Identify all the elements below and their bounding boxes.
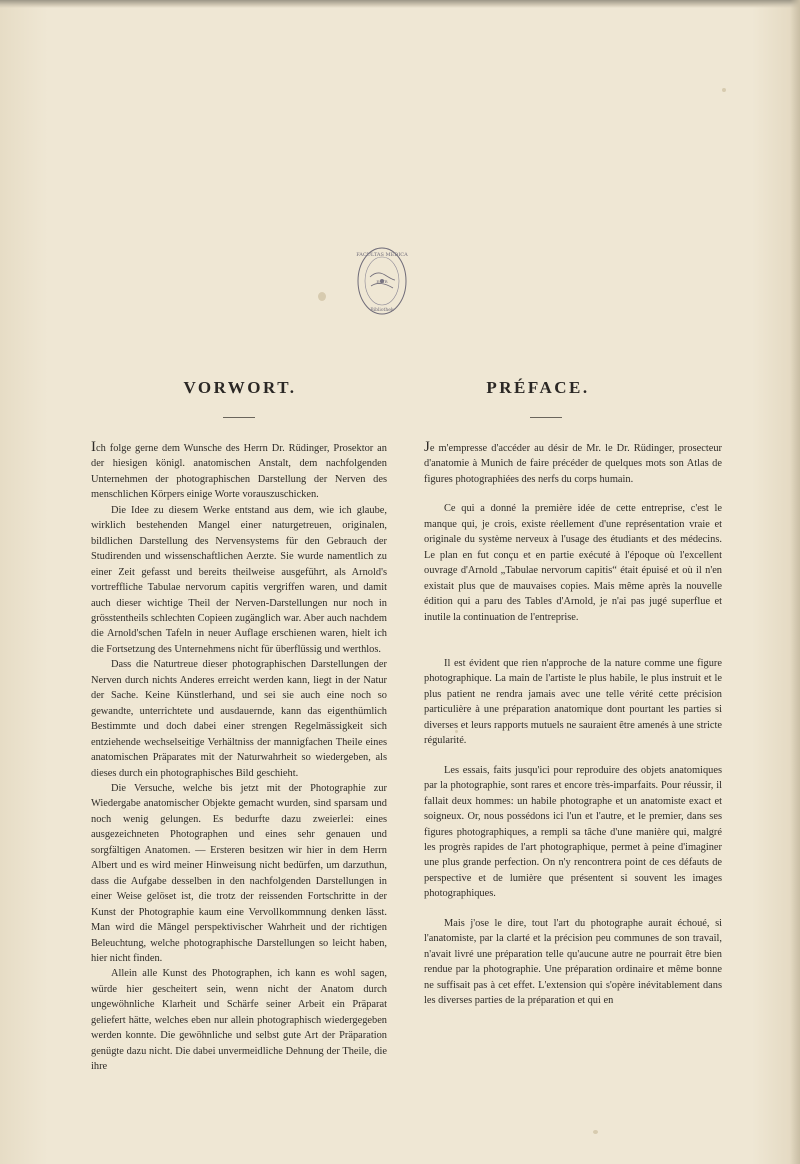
german-heading-rule: [223, 417, 255, 418]
french-paragraph: Mais j'ose le dire, tout l'art du photographe aurait échoué, si l'anatomiste, par la clarté et la précision peu communes de son travail, n'avait livré une préparation telle qu'aucune autre ne pourrait être bien rendue par la photographie. Une préparation ordinaire et même bonne ne suffisait pas à cet effet. L'extension qui s'opère inévitablement dans les diverses parties de la préparation et qui en: [424, 917, 722, 1007]
german-heading: VORWORT.: [183, 378, 297, 397]
french-paragraph: Je m'empresse d'accéder au désir de Mr. le Dr. Rüdinger, prosecteur d'anatomie à Munich de faire précéder de quelques mots son Atlas de figures photographiées des nerfs du corps humain.: [424, 439, 722, 485]
page-top-edge: [0, 0, 800, 8]
german-paragraph: Dass die Naturtreue dieser photographischen Darstellungen der Nerven durch nichts Anderes erreicht werden kann, liegt in der Natur der Sache. Keine Künstlerhand, und sei sie auch eine noch so gewandte, unterrichtete und ausdauernde, kann das eigenthümlich Bestimmte und doch dabei einer strengen Regelmässigkeit sich entziehende wechselseitige Verhältniss der mannigfachen Theile eines anatomischen Präparates mit der Naturwahrheit so wiedergeben, als dieses durch ein photographisches Bild geschieht.: [91, 659, 387, 779]
stamp-bottom-text: Bibliothek: [370, 308, 394, 313]
german-paragraph: Allein alle Kunst des Photographen, ich kann es wohl sagen, würde hier gescheitert sein, wenn nicht der Anatom durch ungewöhnliche Klarheit und Schärfe seiner Arbeit ein Präparat geliefert hätte, welches eben nur allein photographisch wiedergegeben werden konnte. Die gewöhnliche und selbst gute Art der Präparation genügte dazu nicht. Die dabei unvermeidliche Dehnung der Theile, die ihre: [91, 968, 387, 1073]
french-paragraph: Il est évident que rien n'approche de la nature comme une figure photographique. La main de l'artiste le plus habile, le plus instruit et le plus patient ne rendra jamais avec une telle vérité cette précision particulière à une préparation anatomique dont pourtant les parties si diverses et leurs rapports mutuels ne sauraient être amenés à une stricte régularité.: [424, 657, 722, 747]
foxing-spot: [593, 1130, 598, 1134]
foxing-spot: [318, 292, 326, 301]
french-column: [424, 440, 722, 1023]
german-paragraph: Die Idee zu diesem Werke entstand aus dem, wie ich glaube, wirklich bestehenden Mangel einer naturgetreuen, originalen, bildlichen Darstellung des Nervensystems für den Gebrauch der Studirenden und wissenschaftlichen Aerzte. Sie wurde namentlich zu einer Zeit gefasst und bereits theilweise ausgeführt, als Arnold's vortreffliche Tabulae nervorum capitis vergriffen waren, und damit auch dieser wichtige Theil der Nerven-Darstellungen nur noch in grösstentheils schlechten Copieen zugänglich war. Aber auch nachdem die Arnold'schen Tafeln in neuer Auflage erschienen waren, hielt ich die Fortsetzung des Unternehmens nicht für überflüssig und werthlos.: [91, 504, 387, 655]
library-stamp: [355, 244, 409, 318]
german-paragraph: Ich folge gerne dem Wunsche des Herrn Dr. Rüdinger, Prosektor an der hiesigen königl. anatomischen Anstalt, dem nachfolgenden Unternehmen der photographischen Darstellung der Nerven des menschlichen Körpers einige Worte vorauszuschicken.: [91, 439, 387, 501]
french-heading-rule: [530, 417, 562, 418]
french-initial: J: [424, 439, 430, 455]
french-paragraph: Les essais, faits jusqu'ici pour reproduire des objets anatomiques par la photographie, sont rares et encore très-imparfaits. Pour réussir, il fallait deux hommes: un habile photographe et un anatomiste exact et soigneux. Or, nous possédons ici l'un et l'autre, et le premier, dans ses figures photographiques, a rempli sa tâche d'une manière qui, malgré les progrès rapides de l'art photographique, permet à peine d'imaginer une plus grande perfection. On n'y rencontrera point de ces défauts de perspective et de lumière que présentent si souvent les images photographiques.: [424, 764, 722, 900]
french-heading: PRÉFACE.: [486, 378, 590, 397]
page-right-edge: [790, 0, 800, 1164]
foxing-spot: [722, 88, 726, 92]
german-paragraph: Die Versuche, welche bis jetzt mit der Photographie zur Wiedergabe anatomischer Objekte gemacht wurden, sind sparsam und noch wenig gelungen. Es bedurfte dazu zweierlei: eines ausgezeichneten Photographen und eines sehr genauen und sorgfältigen Anatomen. — Ersteren besitzen wir hier in dem Herrn Albert und es wird meiner Hinweisung nicht bedürfen, um darzuthun, dass die Aufgabe desselben in den nachfolgenden Darstellungen in einer Weise gelöset ist, die trotz der reissenden Fortschritte in der Kunst der Photographie kaum eine Vervollkommnung denken lässt. Man wird die Mängel perspektivischer Wahrheit und der richtigen Beleuchtung, welche photographische Darstellungen so leicht haben, hier nicht finden.: [91, 782, 387, 964]
stamp-outer-text: FACULTAS MEDICA: [356, 252, 408, 258]
french-paragraph: Ce qui a donné la première idée de cette entreprise, c'est le manque qui, je crois, existe réellement d'une représentation vraie et originale du système nerveux à l'usage des étudiants et des médecins. Le plan en fut conçu et en partie exécuté à l'époque où l'excellent ouvrage d'Arnold „Tabulae nervorum capitis“ était épuisé et où il n'en existait plus que de mauvaises copies. Mais même après la nouvelle édition qui a paru des Tables d'Arnold, je n'ai pas jugé superflue et inutile la continuation de l'entreprise.: [424, 503, 722, 623]
stamp-center-text: ESTR: [376, 279, 388, 284]
german-initial: I: [91, 439, 96, 455]
german-column: [91, 440, 387, 1075]
